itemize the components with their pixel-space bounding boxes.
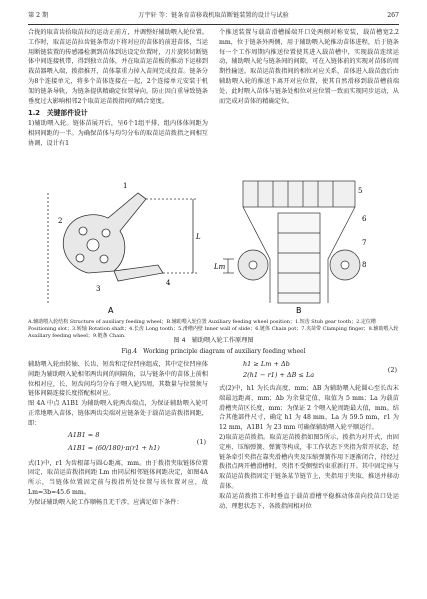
figure-4 — [28, 173, 399, 317]
figure-title-en: Fig.4 Working principle diagram of auxiliary feeding wheel — [121, 348, 306, 355]
figure-legend: A.辅助喂入轮结构 Structure of auxiliary feeding wheel；B.辅助喂入轮位置 Auxiliary feeding wheel position；1.短齿 Stub gear tooth；2.定位槽 Positioning slot；3.转轴 Rotation shaft；4.长齿 Long tooth；5.滑槽内壁 Inner wall of slide；6.链体 Chain pot；7.夹苗带 Clamping finger；8.辅助喂入轮 Auxiliary feeding wheel；9.链条 Chain. — [28, 319, 399, 339]
label-7: 7 — [362, 239, 367, 247]
body-paragraph: 图 4A 中点 A1B1 为辅助喂入轮两齿端点，为保证辅助喂入轮可正常地喂入苗体，链体两齿尖端对应链条处于载苗运苗拨指间距，即： — [28, 400, 208, 427]
label-Lm: Lm — [214, 263, 226, 271]
page-number: 267 — [387, 12, 399, 19]
left-column-bottom — [28, 360, 208, 508]
label-8: 8 — [362, 261, 367, 269]
figure-title-cn: 图 4 辅助喂入轮工作原理图 — [173, 337, 254, 344]
body-paragraph: 合拢的取苗齿拾取苗拉的运动正前方，并调整好辅助喂入轮位置。工作时，取苗运苗拉齿链条带动下将对应的苗体的前进苗体，当运用断链装置的传感器检测到苗体到达设定位置时，刀片旋转切断链体中间连接机带，得到独立苗体，并在取苗运苗板的推动下运移到栽苗器喂入端，拨指推开，苗体靠重力掉入苗间完成投苗。链条分为8个连接单元，将多个苗体连接在一起，2个连接单元安装于机架的链条导轨，为链条提供精确定位置导向，防止因白重导致链条垂度过大影响相邻2个取苗运苗拨指间的啮合宽度。 — [28, 29, 208, 105]
body-paragraph: 式(1)中，r1 为齿根部与圆心距离，mm。由于拨指夹取链体位置固定，取苗运苗拨指间距 Lm 由同层相邻链体间距决定，如图4A所示，当链体位置固定前与拨指所处位置与该位置对应，故 Lm=3b=45.6 mm。 — [28, 459, 208, 496]
wheel-drawing — [48, 193, 198, 303]
label-5: 5 — [358, 187, 363, 195]
right-column-bottom — [219, 360, 399, 511]
header-rule — [28, 24, 399, 25]
panel-label-a: A — [108, 306, 114, 315]
equation-2-line1: h1 ≥ Lm + Δb — [243, 360, 290, 368]
equation-1 — [28, 429, 208, 459]
body-paragraph: 1)辅助喂入轮。链体苗展开后，呈6个1组平排，组内体体间距为相同间距的一半。为确保苗体与均匀分布的取苗运苗拨指之间相互协调，设计有1 — [28, 120, 208, 147]
label-1: 1 — [123, 182, 128, 190]
panel-label-b: B — [296, 306, 302, 315]
running-title: 万宇轩 等：链条育苗移栽机取苗断链装置的设计与试验 — [138, 12, 289, 19]
equation-2-number: (2) — [387, 366, 397, 374]
section-heading: 1.2 关键部件设计 — [28, 109, 88, 118]
label-2: 2 — [58, 217, 63, 225]
issue-number: 第 2 期 — [28, 12, 49, 19]
body-paragraph: 个推送装置与载苗滑槽摇端开口处两侧对称安装，载苗槽宽2.2 mm，位于链条外两侧，用于辅助喂入轮推动苗体进程，后于链条每一个工作周期内推送位置使其进入载苗槽中，实现载苗连续运动，辅助喂入轮与链条间的间隙，可在入链体前的实现对苗体的周期性输送。取苗运苗拨指间的相位对应关系，苗体进入载苗盘后由辅助喂入轮的推送下离开对应位置，使其自然滑移到载苗槽前端处，此时喂入苗体与链条处相位对应位置一致而实现同步运动，从而完成对苗体的精确定位。 — [219, 29, 399, 105]
body-paragraph: 2)取苗运苗拨指。取苗运苗拨指如图5所示，拨指为对开式，由固定座、压缩弹簧、弹簧等构成，非工作状态下夹指为常开状态，经链条牵引夹指在靠夹滑槽内夹及压缩弹簧作用下逐渐闭合，待经过拨指点两开槽滑槽时，夹指不受侧壁约束重新打开。其中固定座与取苗运苗拨指固定于链条某节链节上，夹指用于夹取、推送并移动苗体。 — [219, 433, 399, 490]
body-paragraph: 为保证辅助喂入轮工作顺畅且无干涉，应满足如下条件： — [28, 498, 183, 506]
body-paragraph: 式(2)中，h1 为长齿高度，mm；ΔB 为辅助喂入轮圆心至长齿末端最远距离，mm；Δb 为余量定值，取值为 5 mm；La 为载苗滑槽夹苗区长度，mm；为保证 2 个喂入轮周距最大值，mm。结合其他部件尺寸，确定 h1 为 48 mm，La 为 59.5 mm，r1 为 12 mm，A1B1 为 23 mm 可确保辅助喂入轮平顺运行。 — [219, 385, 399, 432]
label-4: 4 — [166, 279, 171, 287]
left-column-top — [28, 28, 208, 149]
equation-2-line2: 2(h1 − r1) + ΔB ≤ La — [243, 371, 315, 379]
label-L: L — [196, 233, 201, 241]
equation-1-lhs: A1B1 = 8 — [68, 430, 100, 439]
label-3: 3 — [96, 285, 101, 293]
equation-2 — [219, 360, 399, 384]
body-paragraph: 取苗运苗拨指工作时垂直于载苗滑槽平稳推动体苗向投苗口处运动，理想状态下，各拨指间相对位 — [219, 492, 399, 510]
body-paragraph: 辅助喂入轮由转轴、长齿、短齿和定位凹座组成，其中定位凹座体间距为辅助喂入轮相邻两齿间的间隔角，以与链条中的苗体上前相位相对应，长、短齿间均匀分布于喂入轮四周，其数量与位置须与链体间隔连接长度搭配相对应。 — [28, 361, 208, 398]
right-column-top — [219, 28, 399, 106]
equation-1-rhs: A1B1 = (60/180)·π(r1 + h1) — [68, 443, 160, 452]
label-6: 6 — [362, 215, 367, 223]
equation-1-number: (1) — [196, 437, 206, 446]
page-header — [28, 10, 399, 22]
feeding-mechanism-drawing — [223, 181, 363, 303]
